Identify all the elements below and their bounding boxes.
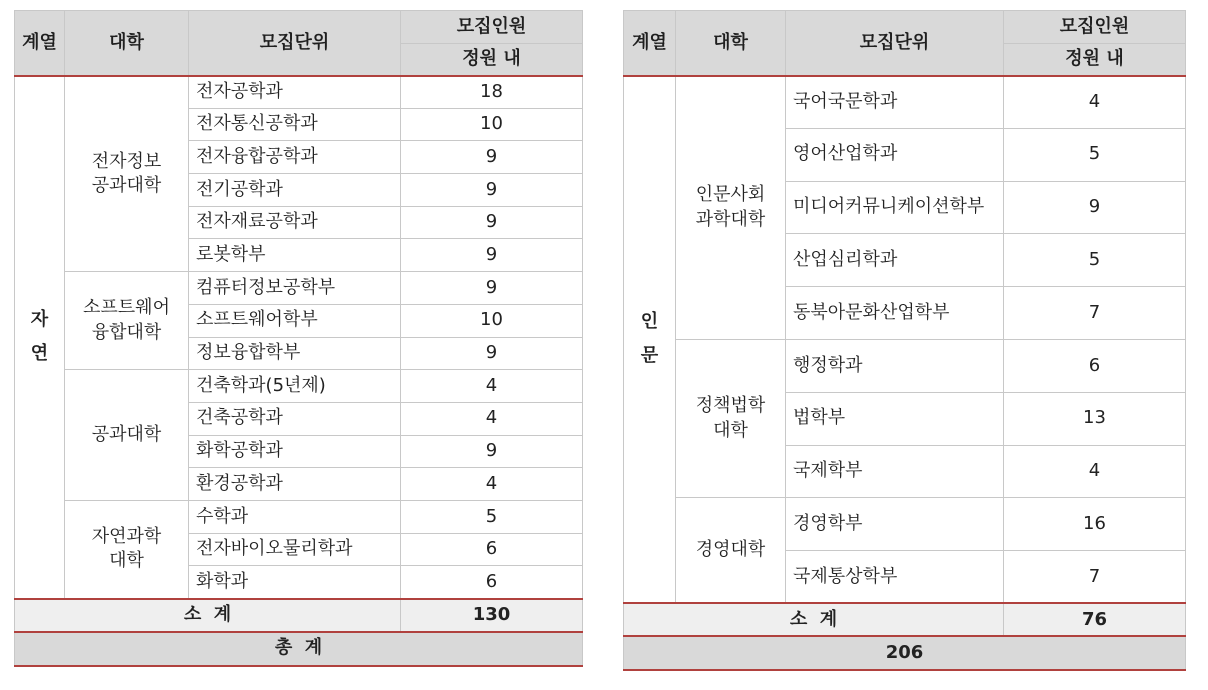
quota-value: 9: [401, 174, 583, 207]
header-unit: 모집단위: [786, 11, 1004, 76]
field-cell: 인 문: [624, 76, 676, 604]
college-cell: 정책법학 대학: [676, 339, 786, 497]
unit-name: 경영학부: [786, 498, 1004, 551]
unit-name: 전자통신공학과: [189, 108, 401, 141]
subtotal-value: 76: [1004, 603, 1186, 636]
college-cell: 소프트웨어 융합대학: [65, 272, 189, 370]
quota-value: 7: [1004, 551, 1186, 604]
quota-value: 18: [401, 76, 583, 109]
quota-value: 9: [401, 141, 583, 174]
unit-name: 미디어커뮤니케이션학부: [786, 181, 1004, 234]
quota-value: 16: [1004, 498, 1186, 551]
unit-name: 국어국문학과: [786, 76, 1004, 129]
header-quota-sub: 정원 내: [1004, 44, 1186, 76]
header-college: 대학: [65, 11, 189, 76]
quota-value: 9: [401, 206, 583, 239]
quota-value: 9: [401, 337, 583, 370]
quota-value: 10: [401, 108, 583, 141]
quota-value: 4: [401, 402, 583, 435]
unit-name: 수학과: [189, 500, 401, 533]
quota-value: 5: [401, 500, 583, 533]
unit-name: 화학공학과: [189, 435, 401, 468]
unit-name: 산업심리학과: [786, 234, 1004, 287]
humanities-admissions-table: [623, 10, 1186, 671]
header-quota: 모집인원: [1004, 11, 1186, 44]
unit-name: 컴퓨터정보공학부: [189, 272, 401, 305]
quota-value: 6: [401, 533, 583, 566]
unit-name: 건축학과(5년제): [189, 370, 401, 403]
quota-value: 4: [1004, 445, 1186, 498]
unit-name: 영어산업학과: [786, 128, 1004, 181]
quota-value: 4: [1004, 76, 1186, 129]
unit-name: 전자융합공학과: [189, 141, 401, 174]
quota-value: 9: [401, 272, 583, 305]
quota-value: 6: [1004, 339, 1186, 392]
quota-value: 5: [1004, 234, 1186, 287]
table-body: [624, 76, 1186, 604]
unit-name: 행정학과: [786, 339, 1004, 392]
unit-name: 소프트웨어학부: [189, 304, 401, 337]
table-row: [624, 76, 1186, 129]
unit-name: 전기공학과: [189, 174, 401, 207]
unit-name: 정보융합학부: [189, 337, 401, 370]
table-row: [15, 76, 583, 109]
unit-name: 건축공학과: [189, 402, 401, 435]
quota-value: 13: [1004, 392, 1186, 445]
college-cell: 인문사회 과학대학: [676, 76, 786, 340]
quota-value: 9: [1004, 181, 1186, 234]
table-row: [624, 498, 1186, 551]
unit-name: 법학부: [786, 392, 1004, 445]
subtotal-label: 소 계: [624, 603, 1004, 636]
table-body: [15, 76, 583, 599]
college-cell: 경영대학: [676, 498, 786, 604]
header-quota: 모집인원: [401, 11, 583, 44]
unit-name: 동북아문화산업학부: [786, 287, 1004, 340]
unit-name: 환경공학과: [189, 468, 401, 501]
total-value: 206: [624, 636, 1186, 670]
quota-value: 7: [1004, 287, 1186, 340]
unit-name: 로봇학부: [189, 239, 401, 272]
unit-name: 화학과: [189, 566, 401, 599]
quota-value: 4: [401, 370, 583, 403]
header-college: 대학: [676, 11, 786, 76]
table-row: [15, 500, 583, 533]
quota-value: 9: [401, 239, 583, 272]
subtotal-value: 130: [401, 599, 583, 632]
unit-name: 전자공학과: [189, 76, 401, 109]
unit-name: 전자바이오물리학과: [189, 533, 401, 566]
header-field: 계열: [624, 11, 676, 76]
header-unit: 모집단위: [189, 11, 401, 76]
table-row: [15, 272, 583, 305]
unit-name: 국제학부: [786, 445, 1004, 498]
quota-value: 4: [401, 468, 583, 501]
quota-value: 10: [401, 304, 583, 337]
quota-value: 5: [1004, 128, 1186, 181]
college-cell: 공과대학: [65, 370, 189, 501]
quota-value: 6: [401, 566, 583, 599]
subtotal-label: 소 계: [15, 599, 401, 632]
header-field: 계열: [15, 11, 65, 76]
table-row: [15, 370, 583, 403]
header-quota-sub: 정원 내: [401, 44, 583, 76]
college-cell: 전자정보 공과대학: [65, 76, 189, 272]
college-cell: 자연과학 대학: [65, 500, 189, 598]
unit-name: 전자재료공학과: [189, 206, 401, 239]
table-row: [624, 339, 1186, 392]
unit-name: 국제통상학부: [786, 551, 1004, 604]
quota-value: 9: [401, 435, 583, 468]
total-label: 총 계: [15, 632, 583, 666]
natural-admissions-table: [14, 10, 583, 667]
field-cell: 자 연: [15, 76, 65, 599]
